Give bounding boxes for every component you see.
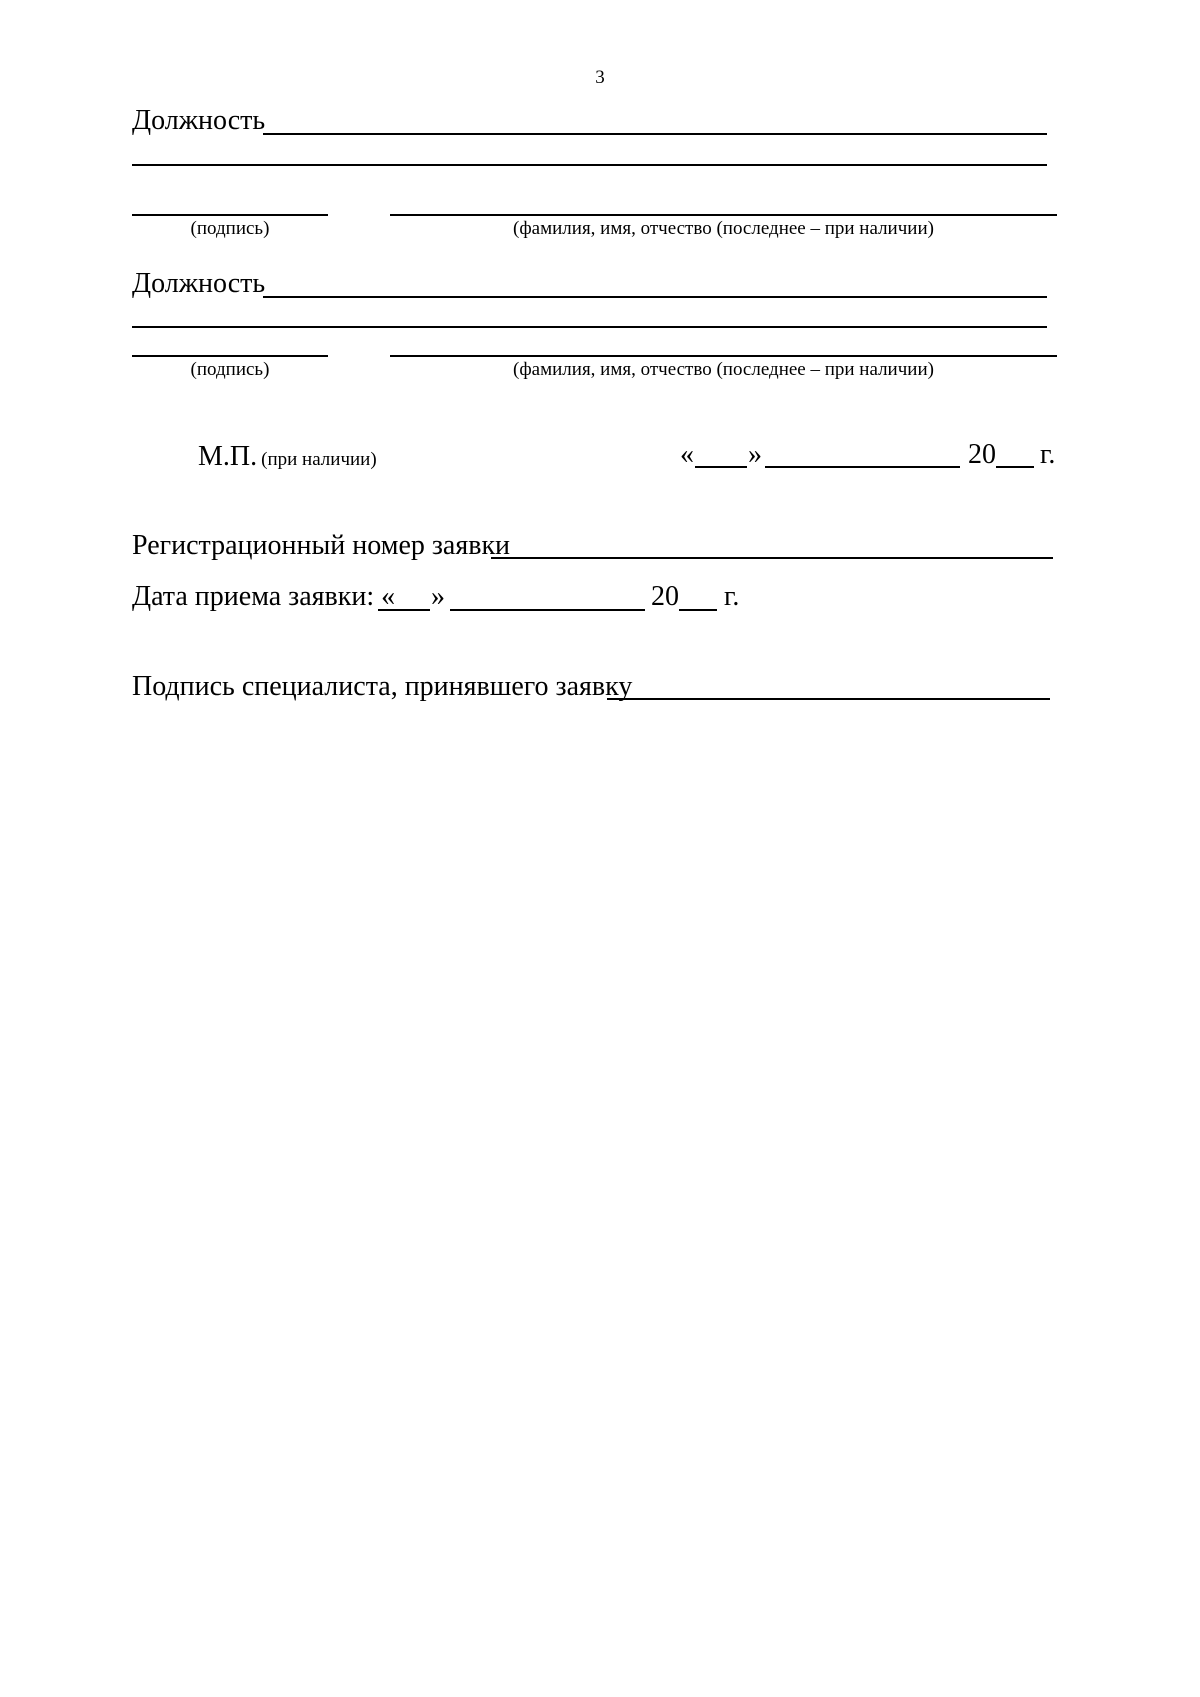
full-name-field-1[interactable] <box>390 214 1057 216</box>
specialist-signature-label: Подпись специалиста, принявшего заявку <box>132 671 633 702</box>
signature-caption-2: (подпись) <box>190 359 270 380</box>
full-name-field-2[interactable] <box>390 355 1057 357</box>
position-field-1-continuation[interactable] <box>132 164 1047 166</box>
acceptance-month-field[interactable] <box>450 609 645 611</box>
date-year-field[interactable] <box>996 466 1034 468</box>
date-month-field[interactable] <box>765 466 960 468</box>
acceptance-year-prefix: 20 <box>651 581 679 612</box>
position-field-2-continuation[interactable] <box>132 326 1047 328</box>
page-number: 3 <box>595 67 605 88</box>
signature-caption-1: (подпись) <box>190 218 270 239</box>
specialist-signature-field[interactable] <box>607 698 1050 700</box>
date-year-suffix: г. <box>1040 439 1056 470</box>
acceptance-year-suffix: г. <box>724 581 740 612</box>
acceptance-day-field[interactable] <box>378 609 430 611</box>
position-label-2: Должность <box>132 268 266 299</box>
stamp-label: М.П. <box>198 441 258 472</box>
position-field-1[interactable] <box>263 133 1047 135</box>
acceptance-close-quote: » <box>431 581 445 612</box>
registration-number-field[interactable] <box>491 557 1053 559</box>
position-field-2[interactable] <box>263 296 1047 298</box>
acceptance-year-field[interactable] <box>679 609 717 611</box>
date-open-quote: « <box>680 439 694 470</box>
full-name-caption-2: (фамилия, имя, отчество (последнее – при наличии) <box>513 359 934 380</box>
signature-field-2[interactable] <box>132 355 328 357</box>
position-label-1: Должность <box>132 105 266 136</box>
full-name-caption-1: (фамилия, имя, отчество (последнее – при наличии) <box>513 218 934 239</box>
acceptance-date-label: Дата приема заявки: « <box>132 581 396 612</box>
date-day-field[interactable] <box>695 466 747 468</box>
registration-number-label: Регистрационный номер заявки <box>132 530 511 561</box>
signature-field-1[interactable] <box>132 214 328 216</box>
stamp-note: (при наличии) <box>261 449 377 470</box>
date-close-quote: » <box>748 439 762 470</box>
stamp-area <box>198 440 377 474</box>
date-year-prefix: 20 <box>968 439 996 470</box>
